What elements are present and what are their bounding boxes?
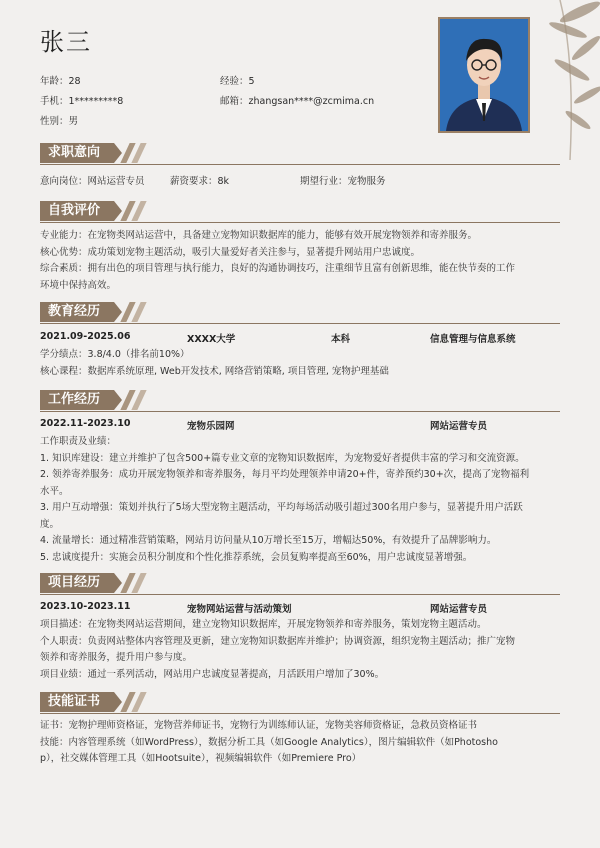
section-intent: [40, 143, 560, 163]
section-title: 求职意向: [40, 143, 114, 163]
work-company: 宠物乐园网: [187, 421, 235, 432]
education-details: 学分绩点：3.8/4.0（排名前10%） 核心课程：数据库系统原理, Web开发技术, 网络营销策略, 项目管理, 宠物护理基础: [40, 349, 389, 377]
project-role: 网站运营专员: [430, 604, 488, 615]
section-title: 技能证书: [40, 692, 114, 712]
intent-industry: 期望行业：宠物服务: [300, 176, 386, 187]
evaluation-text: 专业能力：在宠物类网站运营中，具备建立宠物知识数据库的能力，能够有效开展宠物领养和寄养服务。 核心优势：成功策划宠物主题活动，吸引大量爱好者关注参与，显著提升网站用户忠诚度。 综合素质：拥有出色的项目管理与执行能力，良好的沟通协调技巧，注重细节且富有创新思维，能在快节奏的工作 环境中保持高效。: [40, 230, 516, 291]
education-period: 2021.09-2025.06: [40, 331, 131, 342]
age: 年龄：28: [40, 76, 81, 87]
intent-salary: 薪资要求：8k: [170, 176, 230, 187]
project-details: 项目描述：在宠物类网站运营期间，建立宠物知识数据库，开展宠物领养和寄养服务，策划宠物主题活动。 个人职责：负责网站整体内容管理及更新，建立宠物知识数据库并维护；协调资源，组织宠物主题活动；推广宠物 领养和寄养服务，提升用户参与度。 项目业绩：通过一系列活动，网站用户忠诚度显著提高，月活跃用户增加了30%。: [40, 619, 516, 680]
experience: 经验：5: [220, 76, 255, 87]
work-role: 网站运营专员: [430, 421, 488, 432]
section-title: 教育经历: [40, 302, 114, 322]
skills-details: 证书：宠物护理师资格证，宠物营养师证书，宠物行为训练师认证，宠物美容师资格证，急救员资格证书 技能：内容管理系统（如WordPress），数据分析工具（如Google Analytics），图片编辑软件（如Photosho p），社交媒体管理工具（如Hootsuite），视频编辑软件（如Premiere Pro）: [40, 720, 498, 764]
work-details: 工作职责及业绩： 1. 知识库建设：建立并维护了包含500+篇专业文章的宠物知识数据库，为宠物爱好者提供丰富的学习和交流资源。 2. 领养寄养服务：成功开展宠物领养和寄养服务，每月平均处理领养申请20+件，寄养预约30+次，提高了宠物福利 水平。 3. 用户互动增强：策划并执行了5场大型宠物主题活动，平均每场活动吸引超过300名用户参与，显著提升用户活跃 度。 4. 流量增长：通过精准营销策略，网站月访问量从10万增长至15万，增幅达50%，有效提升了品牌影响力。 5. 忠诚度提升：实施会员积分制度和个性化推荐系统，会员复购率提高至60%，用户忠诚度显著增强。: [40, 436, 530, 563]
section-work: [40, 390, 560, 410]
project-period: 2023.10-2023.11: [40, 601, 131, 612]
work-period: 2022.11-2023.10: [40, 418, 131, 429]
gender: 性别：男: [40, 116, 79, 127]
project-name: 宠物网站运营与活动策划: [187, 604, 292, 615]
profile-photo: [438, 17, 530, 133]
education-major: 信息管理与信息系统: [430, 334, 516, 345]
section-skills: [40, 692, 560, 712]
email: 邮箱：zhangsan****@zcmima.cn: [220, 96, 375, 107]
section-title: 自我评价: [40, 201, 114, 221]
section-evaluation: [40, 201, 560, 221]
section-education: [40, 302, 560, 322]
section-title: 项目经历: [40, 573, 114, 593]
candidate-name: 张三: [40, 28, 92, 56]
bamboo-decoration: [520, 0, 600, 160]
education-school: XXXX大学: [187, 334, 236, 345]
section-title: 工作经历: [40, 390, 114, 410]
education-degree: 本科: [331, 334, 351, 345]
intent-position: 意向岗位：网站运营专员: [40, 176, 145, 187]
section-project: [40, 573, 560, 593]
phone: 手机：1*********8: [40, 96, 124, 107]
